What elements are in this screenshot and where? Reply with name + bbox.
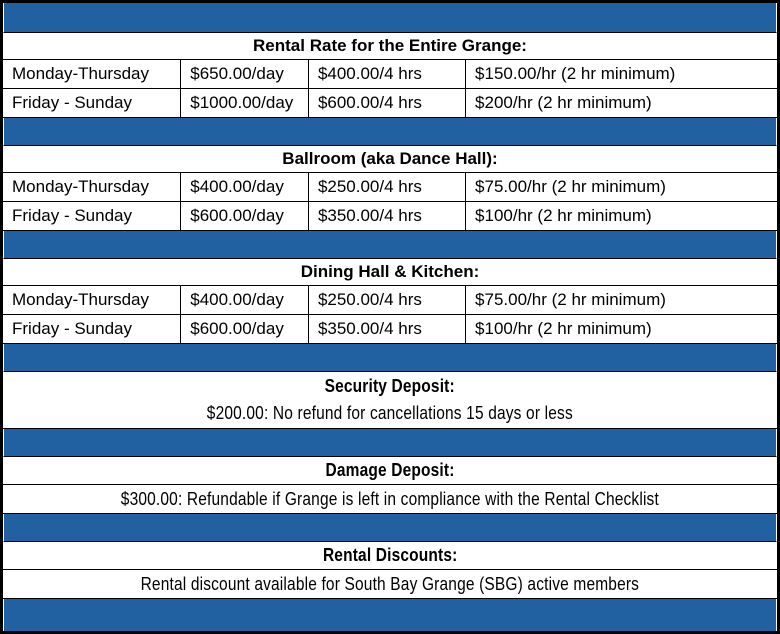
hourly-rate-cell: $75.00/hr (2 hr minimum): [465, 173, 777, 201]
day-rate-cell: $400.00/day: [180, 173, 308, 201]
hourly-rate-cell: $150.00/hr (2 hr minimum): [465, 60, 777, 88]
day-range-cell: Monday-Thursday: [12, 177, 150, 196]
divider-bar: [3, 429, 777, 457]
four-hour-rate-cell: $350.00/4 hrs: [308, 202, 465, 230]
divider-bar-top: [3, 3, 777, 33]
divider-bar: [3, 514, 777, 542]
day-rate-cell: $400.00/day: [180, 286, 308, 314]
divider-bar: [3, 231, 777, 259]
section-title-entire-grange: Rental Rate for the Entire Grange:: [3, 33, 777, 60]
day-rate-cell: $600.00/day: [180, 202, 308, 230]
rate-row-dining-weekday: [3, 286, 777, 315]
hourly-rate-cell: $100/hr (2 hr minimum): [465, 315, 777, 343]
rental-discounts-title: Rental Discounts:: [3, 542, 777, 570]
day-range-cell: Friday - Sunday: [12, 93, 132, 112]
four-hour-rate-cell: $250.00/4 hrs: [308, 173, 465, 201]
divider-bar-bottom: [3, 599, 777, 631]
rate-row-entire-grange-weekend: [3, 89, 777, 118]
security-deposit-text: $200.00: No refund for cancellations 15 days or less: [206, 403, 574, 423]
hourly-rate-cell: $100/hr (2 hr minimum): [465, 202, 777, 230]
four-hour-rate-cell: $250.00/4 hrs: [308, 286, 465, 314]
day-rate-cell: $650.00/day: [180, 60, 308, 88]
four-hour-rate-cell: $350.00/4 hrs: [308, 315, 465, 343]
day-range-cell: Friday - Sunday: [12, 319, 132, 338]
rental-discounts-text: Rental discount available for South Bay Grange (SBG) active members: [3, 570, 777, 599]
day-range-cell: Monday-Thursday: [12, 290, 150, 309]
hourly-rate-cell: $200/hr (2 hr minimum): [465, 89, 777, 117]
rate-row-ballroom-weekend: [3, 202, 777, 231]
day-rate-cell: $600.00/day: [180, 315, 308, 343]
rate-row-entire-grange-weekday: [3, 60, 777, 89]
day-range-cell: Monday-Thursday: [12, 64, 150, 83]
section-title-dining-hall: Dining Hall & Kitchen:: [3, 259, 777, 286]
divider-bar: [3, 344, 777, 372]
section-title-ballroom: Ballroom (aka Dance Hall):: [3, 146, 777, 173]
security-deposit-section: [3, 372, 777, 429]
rate-row-dining-weekend: [3, 315, 777, 344]
four-hour-rate-cell: $600.00/4 hrs: [308, 89, 465, 117]
divider-bar: [3, 118, 777, 146]
damage-deposit-text: $300.00: Refundable if Grange is left in compliance with the Rental Checklist: [3, 485, 777, 514]
rate-row-ballroom-weekday: [3, 173, 777, 202]
security-deposit-title: Security Deposit:: [324, 376, 456, 396]
hourly-rate-cell: $75.00/hr (2 hr minimum): [465, 286, 777, 314]
four-hour-rate-cell: $400.00/4 hrs: [308, 60, 465, 88]
day-range-cell: Friday - Sunday: [12, 206, 132, 225]
damage-deposit-title: Damage Deposit:: [3, 457, 777, 485]
day-rate-cell: $1000.00/day: [180, 89, 308, 117]
